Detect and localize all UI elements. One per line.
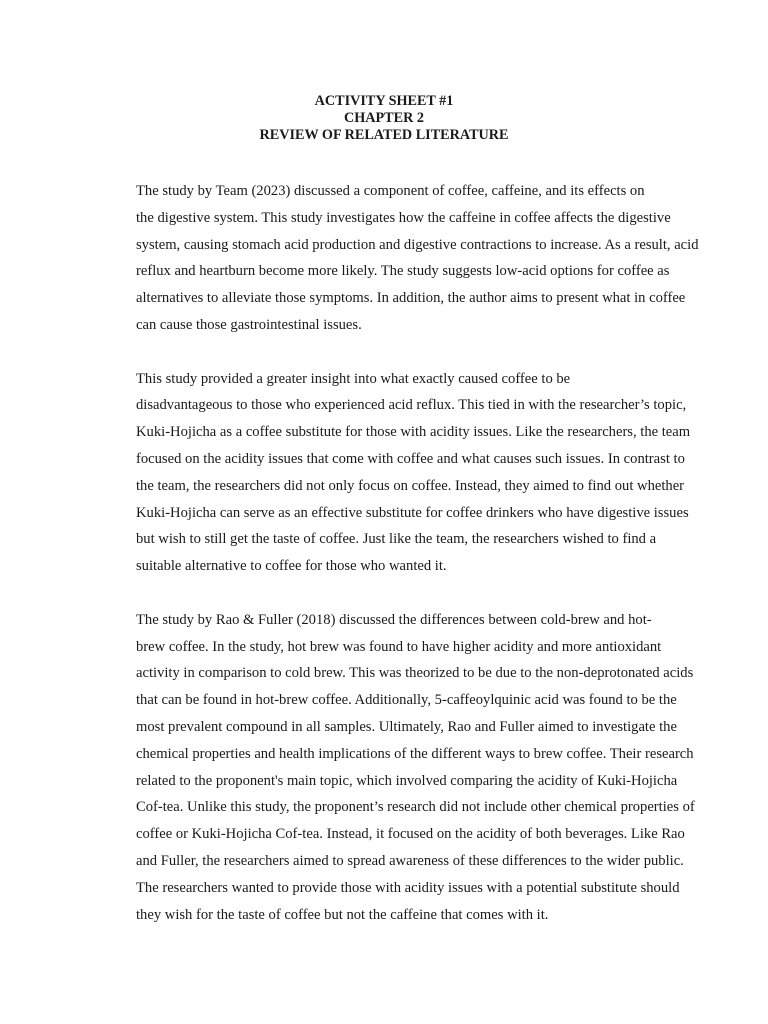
paragraph-line: alternatives to alleviate those symptoms. In addition, the author aims to present what in coffee: [136, 290, 686, 307]
section-title: REVIEW OF RELATED LITERATURE: [259, 127, 509, 143]
paragraph-line: system, causing stomach acid production and digestive contractions to increase. As a result, acid: [136, 236, 699, 253]
paragraph-line: The study by Team (2023) discussed a component of coffee, caffeine, and its effects on: [136, 183, 645, 199]
paragraph-line: activity in comparison to cold brew. This was theorized to be due to the non-deprotonated acids: [136, 665, 694, 682]
paragraph-line: reflux and heartburn become more likely. The study suggests low-acid options for coffee as: [136, 263, 670, 280]
paragraph-line: that can be found in hot-brew coffee. Additionally, 5-caffeoylquinic acid was found to be the: [136, 692, 677, 709]
paragraph-line: focused on the acidity issues that come with coffee and what causes such issues. In contrast to: [136, 450, 685, 467]
paragraph-line: The researchers wanted to provide those with acidity issues with a potential substitute should: [136, 879, 680, 896]
paragraph-line: This study provided a greater insight into what exactly caused coffee to be: [136, 370, 571, 387]
paragraph-line: The study by Rao & Fuller (2018) discussed the differences between cold-brew and hot-: [136, 611, 652, 628]
document-heading: [0, 93, 768, 144]
paragraph-line: but wish to still get the taste of coffee. Just like the team, the researchers wished to find a: [136, 531, 657, 548]
paragraph-1: [90, 178, 699, 339]
paragraph-line: Kuki-Hojicha as a coffee substitute for those with acidity issues. Like the researchers, the team: [136, 424, 691, 441]
paragraph-line: the team, the researchers did not only focus on coffee. Instead, they aimed to find out whether: [136, 477, 685, 494]
paragraph-line: and Fuller, the researchers aimed to spread awareness of these differences to the wider public.: [136, 852, 684, 869]
paragraph-line: Cof-tea. Unlike this study, the proponent’s research did not include other chemical properties of: [136, 799, 695, 816]
paragraph-line: Kuki-Hojicha can serve as an effective substitute for coffee drinkers who have digestive issues: [136, 504, 689, 521]
paragraph-line: brew coffee. In the study, hot brew was found to have higher acidity and more antioxidant: [136, 638, 662, 655]
document-body: [90, 178, 699, 955]
chapter-title: CHAPTER 2: [343, 110, 424, 126]
paragraph-line: chemical properties and health implications of the different ways to brew coffee. Their research: [136, 745, 694, 762]
paragraph-line: they wish for the taste of coffee but not the caffeine that comes with it.: [136, 906, 549, 923]
paragraph-line: coffee or Kuki-Hojicha Cof-tea. Instead, it focused on the acidity of both beverages. Like Rao: [136, 826, 685, 843]
paragraph-2: [90, 366, 691, 580]
activity-sheet-title: ACTIVITY SHEET #1: [314, 93, 454, 109]
paragraph-line: can cause those gastrointestinal issues.: [136, 316, 362, 333]
paragraph-line: most prevalent compound in all samples. Ultimately, Rao and Fuller aimed to investigate the: [136, 718, 677, 735]
paragraph-line: suitable alternative to coffee for those who wanted it.: [136, 558, 447, 575]
paragraph-line: related to the proponent's main topic, which involved comparing the acidity of Kuki-Hojicha: [136, 772, 678, 789]
paragraph-line: disadvantageous to those who experienced acid reflux. This tied in with the researcher’s topic,: [136, 397, 687, 414]
paragraph-line: the digestive system. This study investigates how the caffeine in coffee affects the digestive: [136, 209, 671, 226]
paragraph-3: [90, 607, 695, 929]
